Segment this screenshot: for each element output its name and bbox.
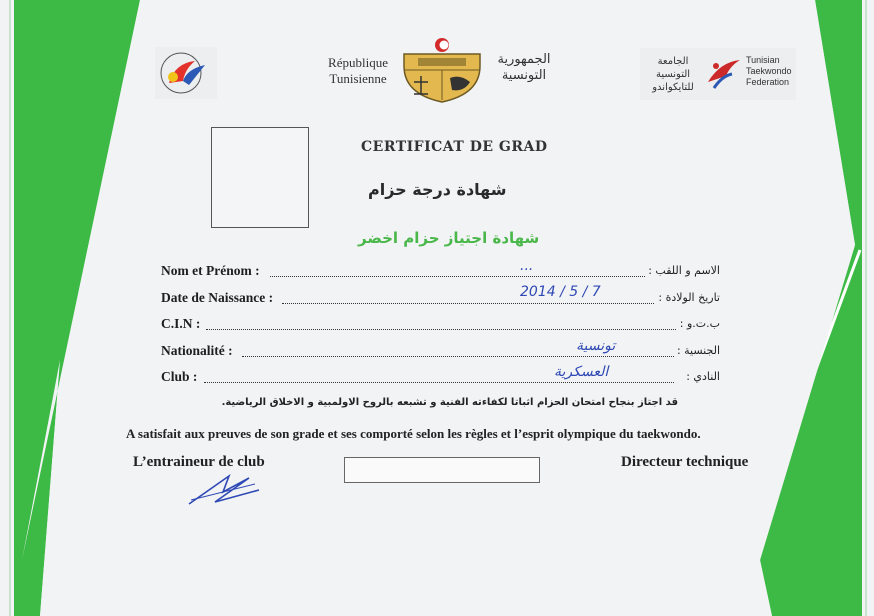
field-label-name-ar: الاسم و اللقب : — [648, 264, 720, 277]
federation-name-en: Tunisian Taekwondo Federation — [746, 55, 792, 87]
field-line-nationality — [242, 356, 674, 357]
coat-of-arms-icon — [398, 36, 486, 104]
world-taekwondo-emblem-icon — [155, 47, 217, 99]
field-label-nationality-fr: Nationalité : — [161, 343, 233, 358]
belt-title-ar: شهادة اجتياز حزام اخضر — [358, 229, 540, 247]
statement-ar: قد اجتاز بنجاح امتحان الحزام اثباتا لكفاءته الفنية و تشبعه بالروح الاولمبية و الاخلاق الرياضية. — [221, 397, 678, 408]
field-label-cin-fr: C.I.N : — [161, 316, 201, 331]
world-taekwondo-logo — [155, 47, 217, 99]
field-label-dob-ar: تاريخ الولادة : — [658, 291, 720, 304]
field-value-nationality: تونسية — [576, 338, 616, 354]
field-label-dob-fr: Date de Naissance : — [161, 290, 274, 305]
field-label-nationality-ar: الجنسية : — [676, 344, 720, 357]
field-line-club — [204, 382, 674, 383]
coach-signature-scribble-icon — [185, 472, 265, 508]
republic-ar: الجمهورية التونسية — [497, 52, 551, 83]
photo-placeholder — [211, 127, 309, 228]
field-label-club-fr: Club : — [161, 369, 198, 384]
signature-label-director: Directeur technique — [621, 454, 749, 470]
field-line-cin — [206, 329, 676, 330]
field-label-name-fr: Nom et Prénom : — [161, 263, 260, 278]
field-line-name — [270, 276, 645, 277]
certificate-title-ar: شهادة درجة حزام — [368, 180, 507, 199]
republic-fr: République Tunisienne — [328, 55, 388, 86]
field-value-name: ... — [520, 258, 534, 274]
certificate-title-fr: CERTIFICAT DE GRAD — [361, 139, 548, 155]
field-value-dob: 2014 / 5 / 7 — [520, 284, 601, 300]
stamp-box — [344, 457, 540, 483]
signature-label-coach: L’entraineur de club — [133, 454, 265, 470]
federation-name-ar: الجامعة التونسية للتايكواندو — [652, 56, 694, 93]
field-label-cin-ar: ب.ت.و : — [679, 317, 720, 330]
statement-fr: A satisfait aux preuves de son grade et ses comporté selon les règles et l’esprit olympique du taekwondo. — [126, 426, 701, 441]
field-value-club: العسكرية — [554, 364, 609, 380]
federation-kicker-icon — [702, 52, 744, 92]
field-line-dob — [282, 303, 654, 304]
field-label-club-ar: النادي : — [686, 370, 720, 383]
